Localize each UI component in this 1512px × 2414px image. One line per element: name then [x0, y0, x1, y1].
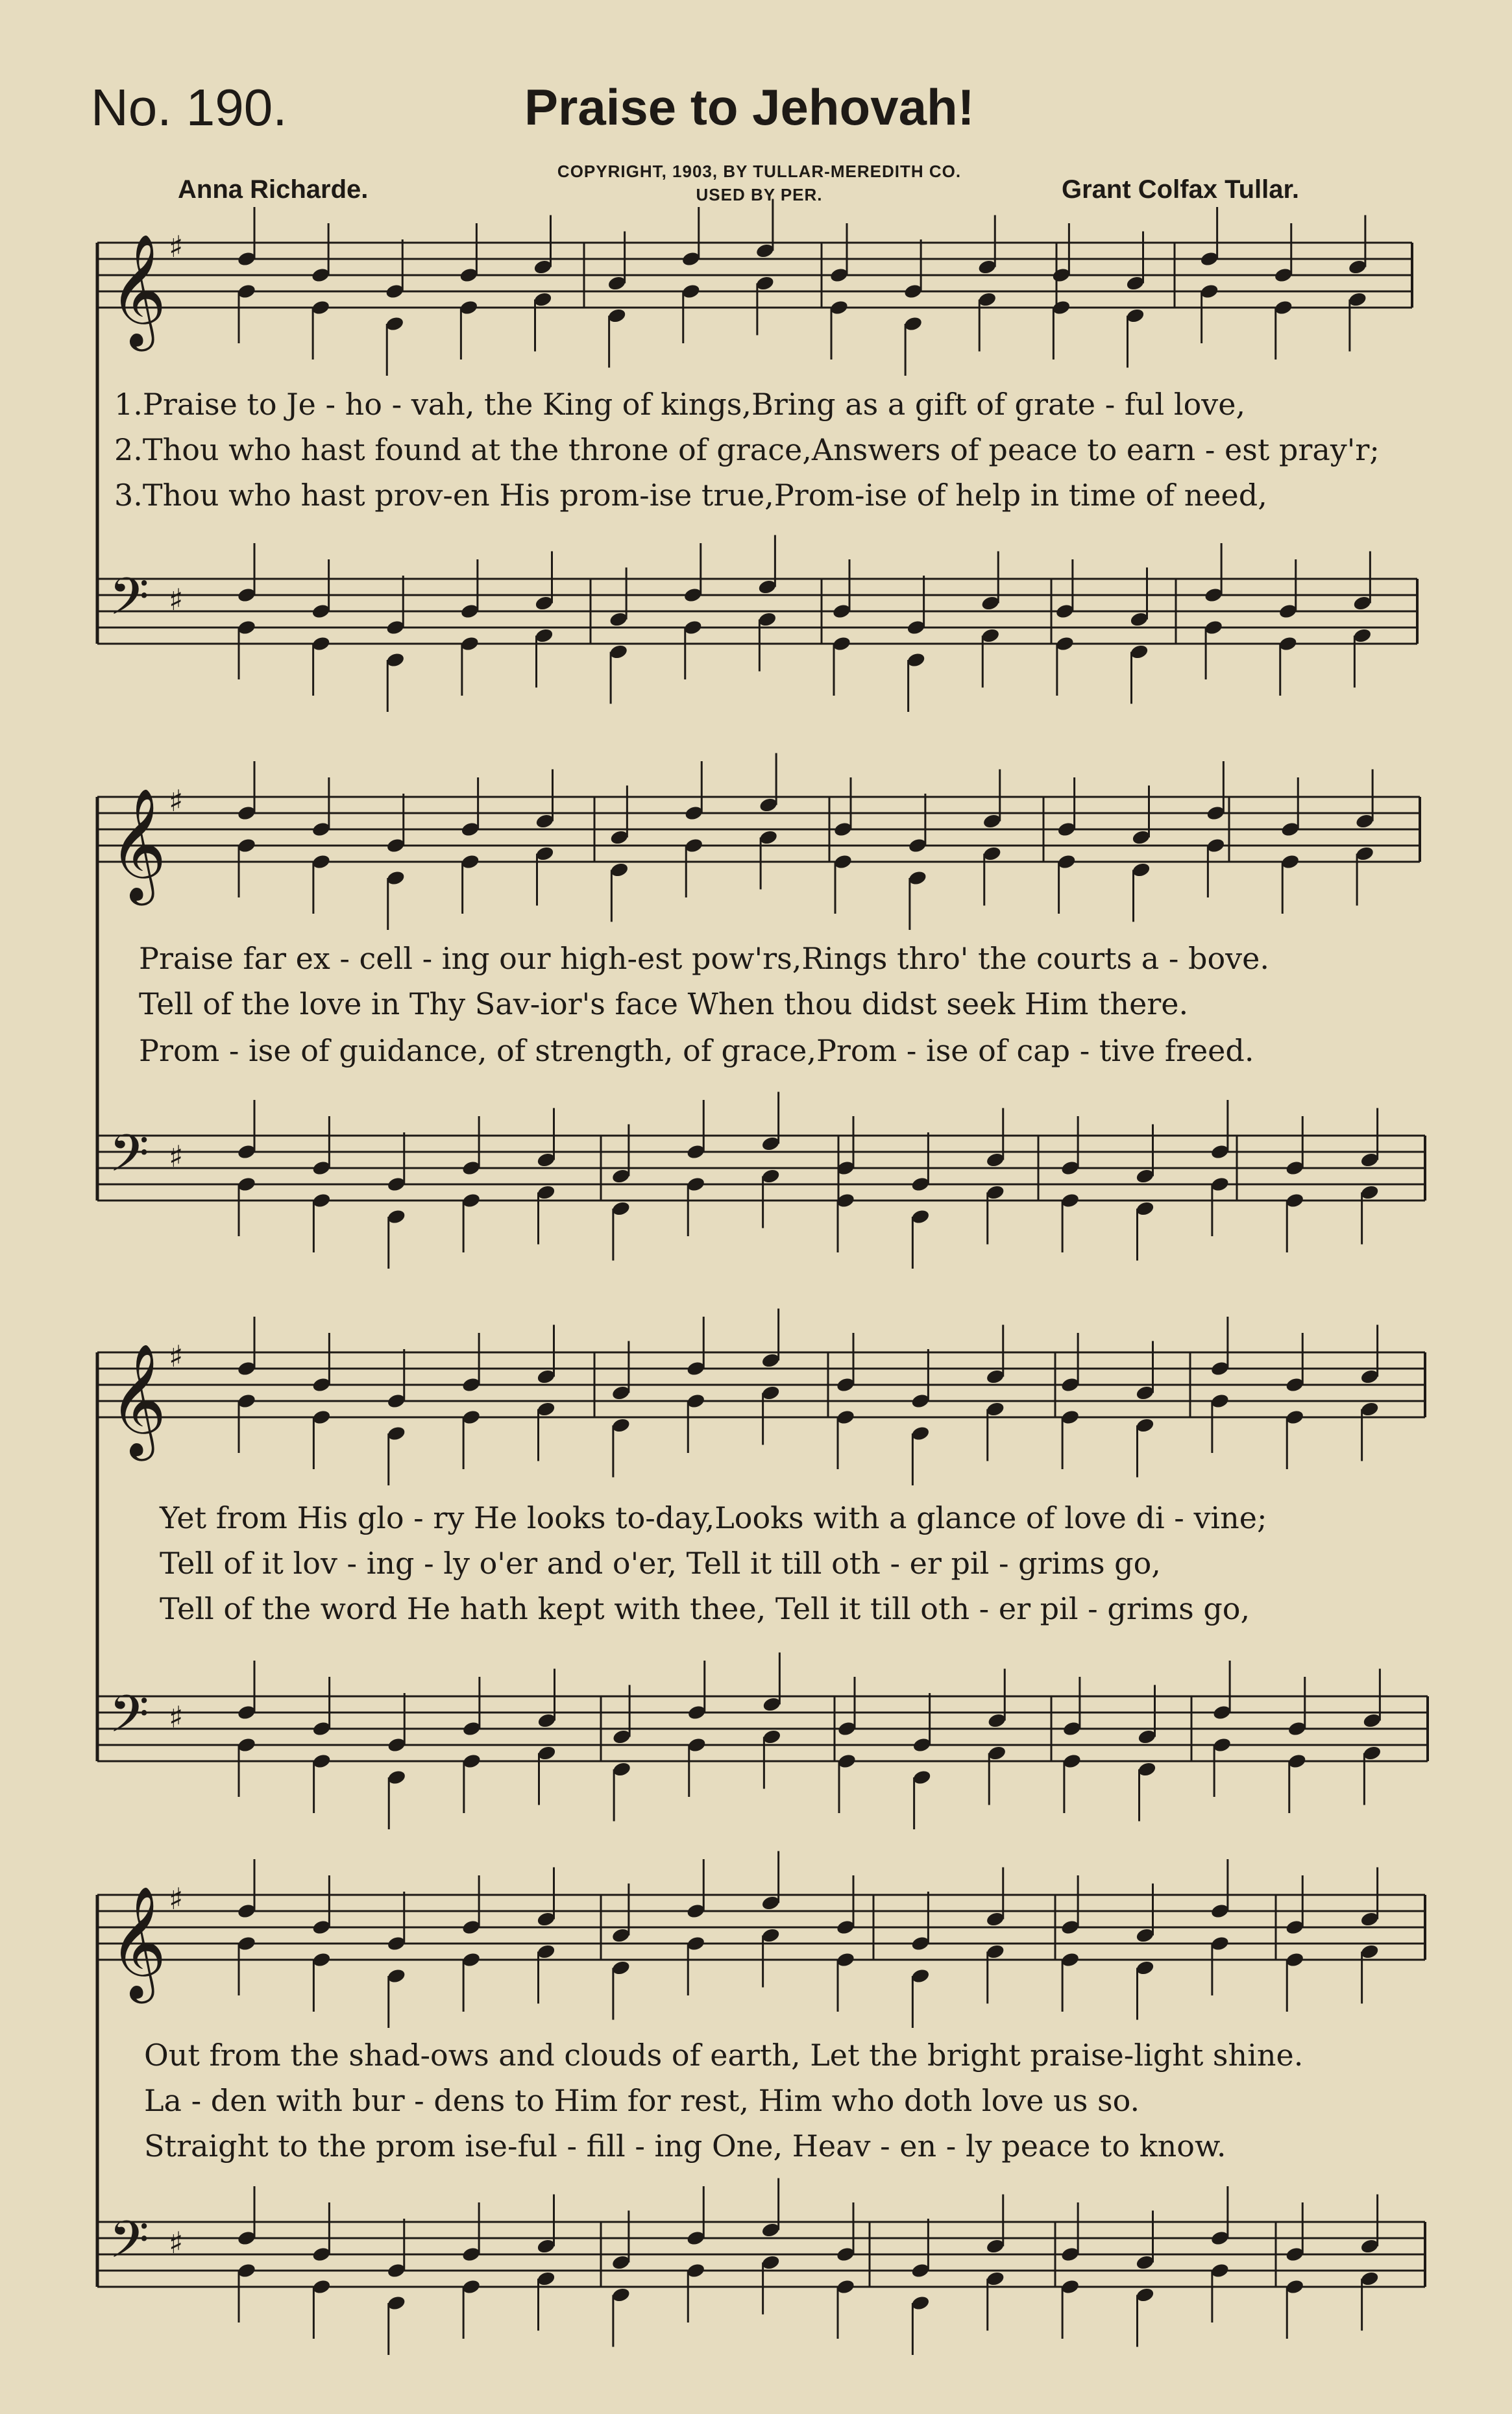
- bass-clef-icon: 𝄢: [109, 2210, 149, 2282]
- lyric-line: Out from the shad-ows and clouds of earth, Let the bright praise-light shine.: [144, 2038, 1304, 2073]
- treble-clef-icon: 𝄞: [109, 788, 167, 901]
- sharp-key-signature-icon: ♯: [169, 582, 184, 617]
- treble-clef-icon: 𝄞: [109, 234, 167, 347]
- sharp-key-signature-icon: ♯: [169, 229, 184, 264]
- sharp-key-signature-icon: ♯: [169, 1139, 184, 1174]
- sharp-key-signature-icon: ♯: [169, 783, 184, 818]
- copyright-line-1: COPYRIGHT, 1903, BY TULLAR-MEREDITH CO.: [557, 162, 962, 181]
- sharp-key-signature-icon: ♯: [169, 1339, 184, 1374]
- sharp-key-signature-icon: ♯: [169, 1881, 184, 1916]
- copyright-line-2: USED BY PER.: [696, 185, 823, 204]
- lyric-line: Tell of the love in Thy Sav-ior's face When thou didst seek Him there.: [139, 986, 1189, 1021]
- lyric-line: Straight to the prom ise-ful - fill - ing One, Heav - en - ly peace to know.: [144, 2128, 1226, 2164]
- lyric-line: Prom - ise of guidance, of strength, of grace,Prom - ise of cap - tive freed.: [139, 1033, 1254, 1068]
- lyric-line: Tell of it lov - ing - ly o'er and o'er, Tell it till oth - er pil - grims go,: [160, 1546, 1161, 1581]
- author-credit: Anna Richarde.: [178, 175, 369, 204]
- treble-clef-icon: 𝄞: [109, 1343, 167, 1456]
- lyric-line: La - den with bur - dens to Him for rest, Him who doth love us so.: [144, 2083, 1140, 2118]
- treble-clef-icon: 𝄞: [109, 1886, 167, 1999]
- lyric-line: Yet from His glo - ry He looks to-day,Looks with a glance of love di - vine;: [160, 1500, 1267, 1535]
- lyric-line: Tell of the word He hath kept with thee, Tell it till oth - er pil - grims go,: [160, 1591, 1250, 1626]
- sharp-key-signature-icon: ♯: [169, 1700, 184, 1735]
- lyric-line: Praise far ex - cell - ing our high-est pow'rs,Rings thro' the courts a - bove.: [139, 941, 1269, 976]
- composer-credit: Grant Colfax Tullar.: [1062, 175, 1299, 204]
- hymn-number: No. 190.: [91, 79, 287, 136]
- bass-clef-icon: 𝄢: [109, 567, 149, 639]
- lyric-line: 1.Praise to Je - ho - vah, the King of kings,Bring as a gift of grate - ful love,: [114, 387, 1246, 422]
- hymn-title: Praise to Jehovah!: [524, 79, 975, 136]
- lyric-line: 3.Thou who hast prov-en His prom-ise true,Prom-ise of help in time of need,: [114, 478, 1267, 513]
- sharp-key-signature-icon: ♯: [169, 2225, 184, 2260]
- bass-clef-icon: 𝄢: [109, 1123, 149, 1196]
- lyric-line: 2.Thou who hast found at the throne of grace,Answers of peace to earn - est pray'r;: [114, 432, 1380, 467]
- bass-clef-icon: 𝄢: [109, 1684, 149, 1757]
